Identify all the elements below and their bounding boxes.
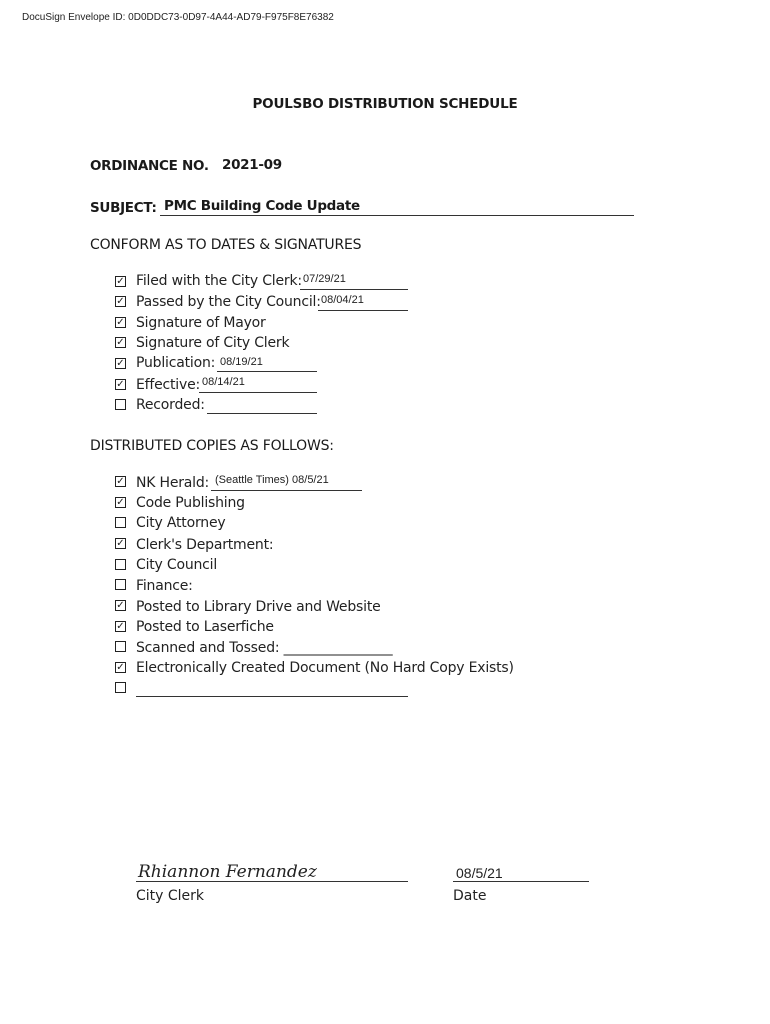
blank-fill-line xyxy=(136,696,408,697)
checkbox[interactable]: ✓ xyxy=(116,497,125,508)
ordinance-number: 2021-09 xyxy=(222,157,282,173)
conform-item-label: Signature of City Clerk xyxy=(136,335,290,351)
ordinance-label: ORDINANCE NO. xyxy=(90,158,209,174)
conform-item-label: Effective: xyxy=(136,377,201,393)
subject-label: SUBJECT: xyxy=(90,200,157,216)
checkbox[interactable] xyxy=(115,559,126,570)
checkbox[interactable]: ✓ xyxy=(116,600,125,611)
subject-line xyxy=(160,215,634,216)
distributed-item-label: City Attorney xyxy=(136,515,226,531)
conform-item-label: Publication: xyxy=(136,355,216,371)
distributed-item-label: Clerk's Department: xyxy=(136,537,274,553)
checkbox[interactable]: ✓ xyxy=(116,276,125,287)
checkbox[interactable]: ✓ xyxy=(116,538,125,549)
clerk-signature: Rhiannon Fernandez xyxy=(138,862,317,882)
nk-herald-date: (Seattle Times) 08/5/21 xyxy=(215,474,329,486)
distributed-item-label: Scanned and Tossed: ________________ xyxy=(136,640,393,656)
conform-heading: CONFORM AS TO DATES & SIGNATURES xyxy=(90,237,362,253)
effective-date: 08/14/21 xyxy=(202,376,245,388)
fill-line xyxy=(300,289,408,290)
publication-date: 08/19/21 xyxy=(220,356,263,368)
fill-line xyxy=(207,413,317,414)
distributed-item-label: Electronically Created Document (No Hard Copy Exists) xyxy=(136,660,514,676)
checkbox[interactable]: ✓ xyxy=(116,621,125,632)
signature-date: 08/5/21 xyxy=(456,865,503,881)
signature-caption: City Clerk xyxy=(136,888,205,904)
distributed-item-label: Posted to Library Drive and Website xyxy=(136,599,381,615)
distributed-item-label: Posted to Laserfiche xyxy=(136,619,274,635)
fill-line xyxy=(318,310,408,311)
checkbox[interactable]: ✓ xyxy=(116,296,125,307)
distributed-heading: DISTRIBUTED COPIES AS FOLLOWS: xyxy=(90,438,334,454)
checkbox[interactable]: ✓ xyxy=(116,337,125,348)
checkbox[interactable] xyxy=(115,517,126,528)
page-title: POULSBO DISTRIBUTION SCHEDULE xyxy=(252,96,518,112)
fill-line xyxy=(211,490,362,491)
conform-item-label: Filed with the City Clerk: xyxy=(136,273,302,289)
date-caption: Date xyxy=(453,888,487,904)
checkbox[interactable]: ✓ xyxy=(116,358,125,369)
fill-line xyxy=(199,392,317,393)
distributed-item-label: Code Publishing xyxy=(136,495,245,511)
checkbox[interactable] xyxy=(115,579,126,590)
distributed-item-label: Finance: xyxy=(136,578,193,594)
conform-item-label: Passed by the City Council: xyxy=(136,294,321,310)
subject-value: PMC Building Code Update xyxy=(164,198,360,214)
checkbox[interactable]: ✓ xyxy=(116,476,125,487)
conform-item-label: Recorded: xyxy=(136,397,205,413)
checkbox[interactable] xyxy=(115,399,126,410)
checkbox[interactable] xyxy=(115,641,126,652)
fill-line xyxy=(217,371,317,372)
checkbox[interactable]: ✓ xyxy=(116,317,125,328)
distributed-item-label: City Council xyxy=(136,557,218,573)
conform-item-label: Signature of Mayor xyxy=(136,315,266,331)
envelope-id: DocuSign Envelope ID: 0D0DDC73-0D97-4A44-AD79-F975F8E76382 xyxy=(22,12,334,23)
passed-date: 08/04/21 xyxy=(321,294,364,306)
filed-date: 07/29/21 xyxy=(303,273,346,285)
checkbox[interactable]: ✓ xyxy=(116,379,125,390)
checkbox[interactable] xyxy=(115,682,126,693)
signature-line xyxy=(136,881,408,882)
checkbox[interactable]: ✓ xyxy=(116,662,125,673)
distributed-item-label: NK Herald: xyxy=(136,475,210,491)
date-line xyxy=(453,881,589,882)
